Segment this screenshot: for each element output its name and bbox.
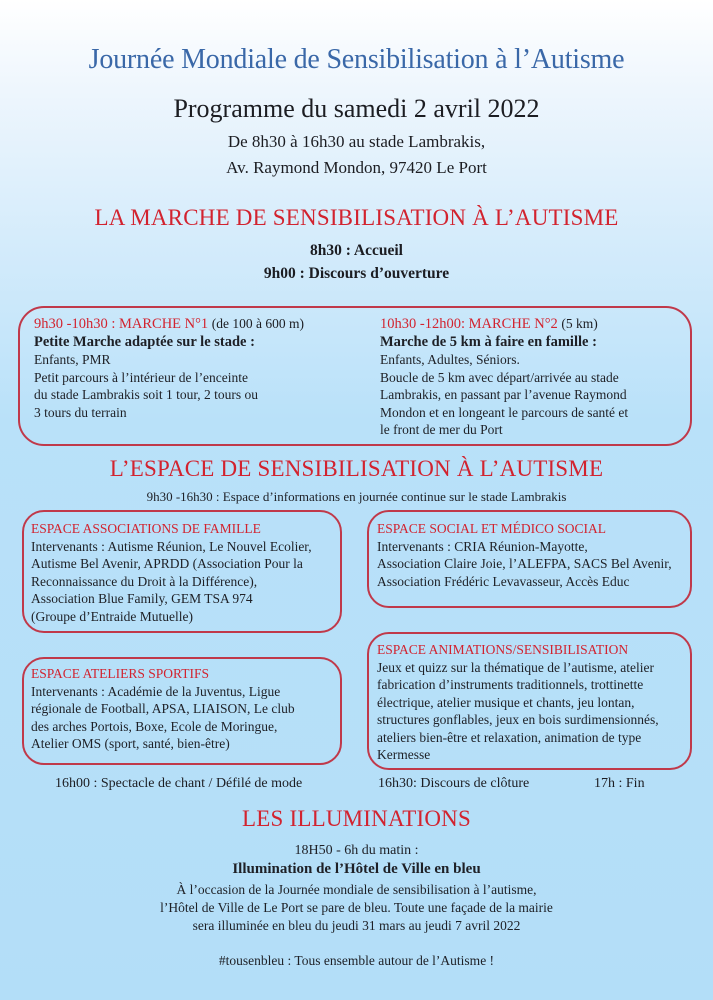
page-title: Journée Mondiale de Sensibilisation à l’Autisme [88,44,625,75]
box-line: (Groupe d’Entraide Mutuelle) [31,608,193,624]
walk-1-line: 3 tours du terrain [34,404,127,420]
box-line: Association Claire Joie, l’ALEFPA, SACS Bel Avenir, [377,556,672,571]
walk-1-line: Enfants, PMR [34,352,111,367]
illuminations-subtitle: Illumination de l’Hôtel de Ville en bleu [232,861,481,877]
box-line: Kermesse [377,747,431,762]
illuminations-time: 18H50 - 6h du matin : [294,843,419,858]
box-line: Intervenants : Autisme Réunion, Le Nouvel Ecolier, [31,538,312,554]
box-line: régionale de Football, APSA, LIAISON, Le club [31,701,295,716]
box-line: ateliers bien-être et relaxation, animation de type [377,729,642,745]
espace-intro: 9h30 -16h30 : Espace d’informations en journée continue sur le stade Lambrakis [146,489,567,504]
box-line: Association Blue Family, GEM TSA 974 [31,591,253,606]
walk-2-line: Enfants, Adultes, Séniors. [380,352,520,367]
walk-2-line: Lambrakis, en passant par l’avenue Raymond [380,387,627,402]
box-line: Autisme Bel Avenir, APRDD (Association Pour la [31,556,303,571]
program-date: Programme du samedi 2 avril 2022 [173,94,540,123]
closing-spectacle: 16h00 : Spectacle de chant / Défilé de mode [55,776,303,791]
box-line: électrique, atelier musique et chants, jeu lontan, [377,694,635,710]
walk-2-line: le front de mer du Port [380,422,503,437]
box-ateliers-content [31,665,341,753]
illuminations-line: À l’occasion de la Journée mondiale de sensibilisation à l’autisme, [176,882,537,897]
walk-2-line: Mondon et en longeant le parcours de santé et [380,404,629,420]
box-social-title: ESPACE SOCIAL ET MÉDICO SOCIAL [377,521,607,536]
box-social-content [377,520,689,590]
box-line: Intervenants : CRIA Réunion-Mayotte, [377,538,588,554]
box-associations-title: ESPACE ASSOCIATIONS DE FAMILLE [31,521,261,536]
walk-2-distance: (5 km) [561,316,598,331]
box-line: Reconnaissance du Droit à la Différence), [31,573,258,589]
box-line: Intervenants : Académie de la Juventus, Ligue [31,683,281,699]
espace-heading: L’ESPACE DE SENSIBILISATION À L’AUTISME [109,456,604,481]
box-animations-content [377,641,692,764]
walk-1 [34,315,364,421]
walk-1-title: 9h30 -10h30 : MARCHE N°1 [34,316,209,332]
closing-fin: 17h : Fin [594,776,645,791]
walk-2-line: Boucle de 5 km avec départ/arrivée au stade [380,369,619,385]
walk-2-title: 10h30 -12h00: MARCHE N°2 [380,316,558,332]
box-animations-title: ESPACE ANIMATIONS/SENSIBILISATION [377,642,629,657]
box-line: Atelier OMS (sport, santé, bien-être) [31,736,230,751]
schedule-discours: 9h00 : Discours d’ouverture [263,265,450,282]
box-line: Association Frédéric Levavasseur, Accès Educ [377,573,630,589]
box-associations-content [31,520,341,625]
location-line-1: De 8h30 à 16h30 au stade Lambrakis, [227,132,486,151]
location-line-2: Av. Raymond Mondon, 97420 Le Port [226,158,487,177]
walk-1-line: Petit parcours à l’intérieur de l’enceinte [34,369,249,385]
illuminations-line: sera illuminée en bleu du jeudi 31 mars au jeudi 7 avril 2022 [192,918,521,933]
walk-2-subtitle: Marche de 5 km à faire en famille : [380,333,597,350]
hashtag: #tousenbleu : Tous ensemble autour de l’Autisme ! [218,953,495,968]
illuminations-heading: LES ILLUMINATIONS [242,806,471,831]
walk-1-line: du stade Lambrakis soit 1 tour, 2 tours ou [34,387,259,402]
schedule-accueil: 8h30 : Accueil [310,242,403,259]
box-line: fabrication d’instruments traditionnels, trottinette [377,677,644,692]
box-line: des arches Portois, Boxe, Ecole de Moringue, [31,718,278,734]
box-ateliers-title: ESPACE ATELIERS SPORTIFS [31,666,209,681]
marche-heading: LA MARCHE DE SENSIBILISATION À L’AUTISME [94,205,619,230]
walk-2 [380,315,685,439]
closing-discours: 16h30: Discours de clôture [378,776,530,791]
box-line: structures gonflables, jeux en bois surdimensionnés, [377,712,659,727]
illuminations-line: l’Hôtel de Ville de Le Port se pare de bleu. Toute une façade de la mairie [160,900,553,915]
walk-1-subtitle: Petite Marche adaptée sur le stade : [34,333,255,350]
walk-1-distance: (de 100 à 600 m) [211,316,305,331]
box-line: Jeux et quizz sur la thématique de l’autisme, atelier [377,659,655,675]
